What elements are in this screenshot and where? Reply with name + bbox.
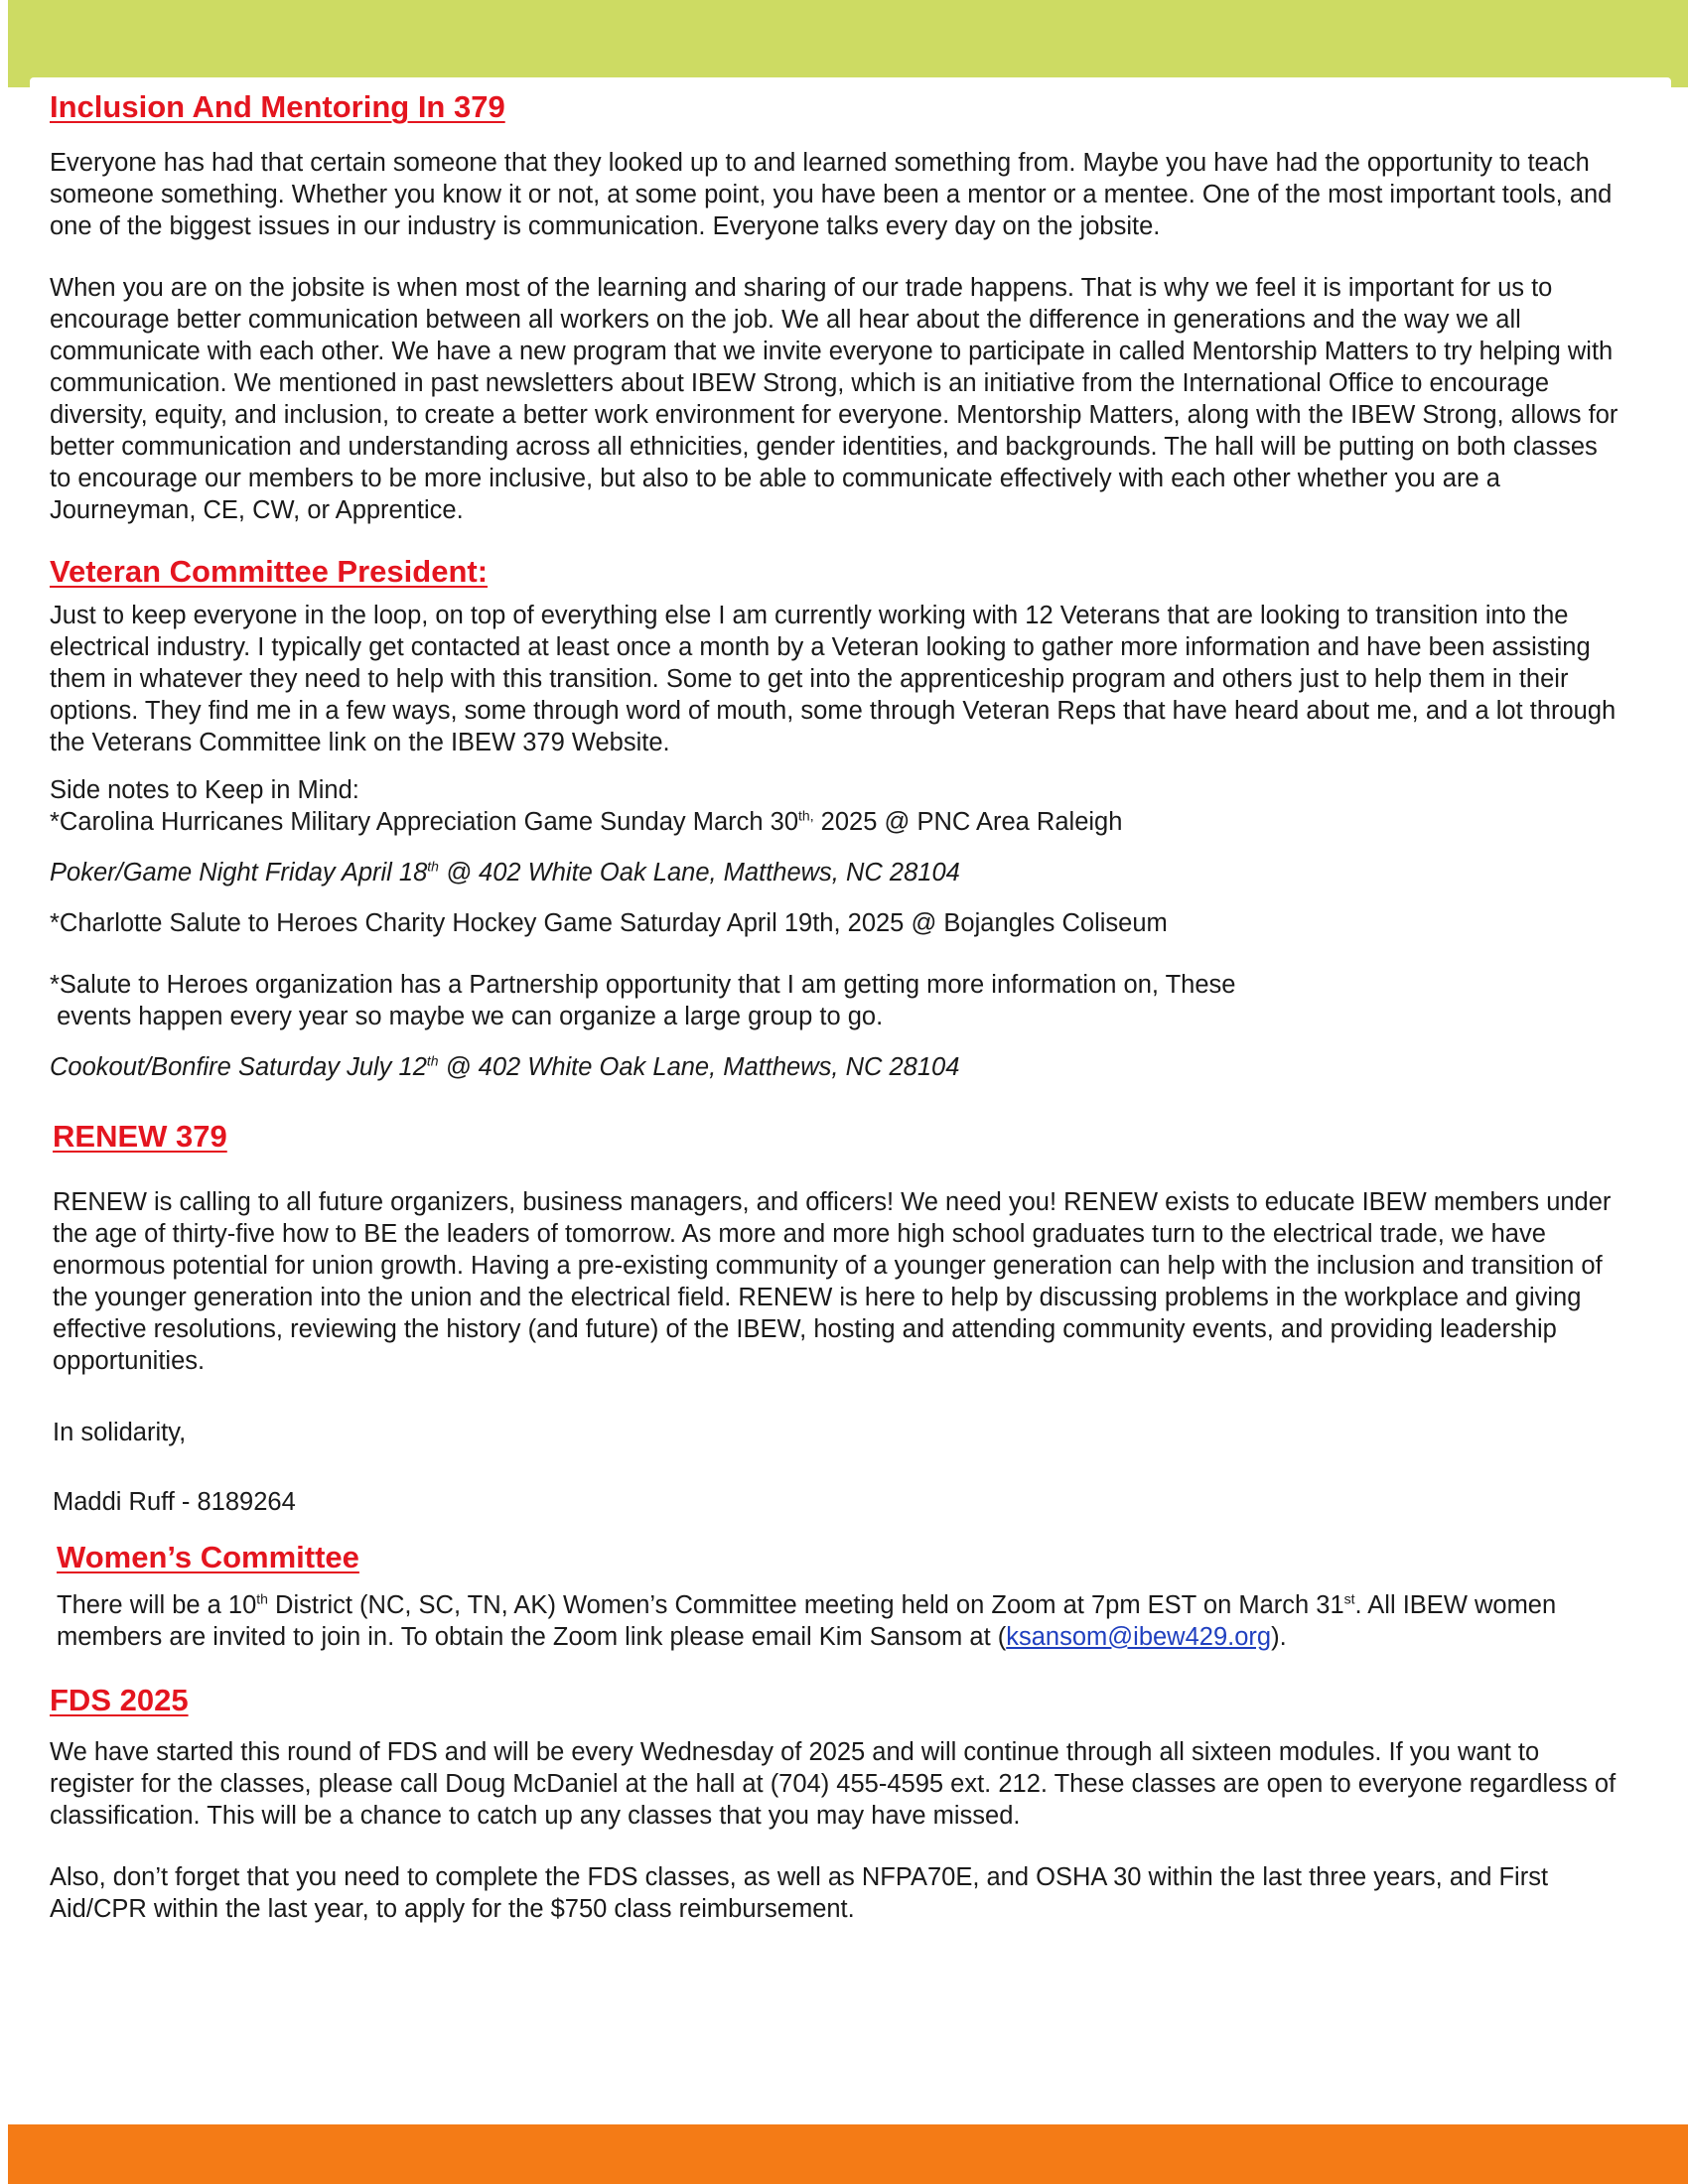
event-poker-night: Poker/Game Night Friday April 18th @ 402 White Oak Lane, Matthews, NC 28104 <box>50 858 960 887</box>
womens-committee-section <box>50 1534 1624 1653</box>
inclusion-section <box>50 83 1624 526</box>
event-hurricanes-game: *Carolina Hurricanes Military Appreciation Game Sunday March $30^{th,}$ 2025 @ PNC Area Raleigh <box>50 807 1123 836</box>
fds-paragraph-1: We have started this round of FDS and will be every Wednesday of 2025 and will continue through all sixteen modules. If you want to register for the classes, please call Doug McDaniel at the hall at (704) 455-4595 ext. 212. These classes are open to everyone regardless of classification. This will be a chance to catch up any classes that you may have missed. <box>50 1738 1617 1830</box>
signature: Maddi Ruff - 8189264 <box>53 1488 296 1516</box>
fds-heading: FDS 2025 <box>50 1683 189 1717</box>
event-hockey-game: *Charlotte Salute to Heroes Charity Hockey Game Saturday April 19th, 2025 @ Bojangles Coliseum <box>50 909 1168 937</box>
inclusion-paragraph-1: Everyone has had that certain someone that they looked up to and learned something from. Maybe you have had the opportunity to teach someone something. Whether you know it or not, at some point, you have been a mentor or a mentee. One of the most important tools, and one of the biggest issues in our industry is communication. Everyone talks every day on the jobsite. <box>50 149 1613 240</box>
renew-paragraph: RENEW is calling to all future organizers, business managers, and officers! We need you! RENEW exists to educate IBEW members under the age of thirty-five how to BE the leaders of tomorrow. As more and more high school graduates turn to the electrical trade, we have enormous potential for union growth. Having a pre-existing community of a younger generation can help with the inclusion and transition of the younger generation into the union and the electrical field. RENEW is here to help by discussing problems in the workplace and giving effective resolutions, reviewing the history (and future) of the IBEW, hosting and attending community events, and providing leadership opportunities. <box>53 1188 1612 1375</box>
fds-paragraph-2: Also, don’t forget that you need to complete the FDS classes, as well as NFPA70E, and OSHA 30 within the last three years, and First Aid/CPR within the last year, to apply for the $750 class reimbursement. <box>50 1863 1549 1923</box>
inclusion-heading: Inclusion And Mentoring In 379 <box>50 89 505 124</box>
newsletter-page <box>50 83 1624 1925</box>
closing-salutation: In solidarity, <box>53 1419 187 1446</box>
top-color-band <box>8 0 1688 87</box>
event-salute-partnership: *Salute to Heroes organization has a Partnership opportunity that I am getting more information on, These events happen every year so maybe we can organize a large group to go. <box>50 971 1236 1030</box>
event-cookout-bonfire: Cookout/Bonfire Saturday July 12th @ 402 White Oak Lane, Matthews, NC 28104 <box>50 1052 960 1081</box>
womens-committee-paragraph: There will be a 10th District (NC, SC, TN, AK) Women’s Committee meeting held on Zoom at 7pm EST on March 31st. All IBEW women members are invited to join in. To obtain the Zoom link please email Kim Sansom at (ksansom@ibew429.org). <box>57 1590 1557 1651</box>
renew-section <box>50 1113 1624 1518</box>
bottom-color-band <box>8 2124 1688 2184</box>
fds-section <box>50 1677 1624 1925</box>
womens-committee-heading: Women’s Committee <box>57 1540 359 1574</box>
side-notes-label: Side notes to Keep in Mind: <box>50 776 359 804</box>
renew-heading: RENEW 379 <box>53 1119 227 1154</box>
veteran-paragraph: Just to keep everyone in the loop, on top of everything else I am currently working with 12 Veterans that are looking to transition into the electrical industry. I typically get contacted at least once a month by a Veteran looking to gather more information and have been assisting them in whatever they need to help with this transition. Some to get into the apprenticeship program and others just to help them in their options. They find me in a few ways, some through word of mouth, some through Veteran Reps that have heard about me, and a lot through the Veterans Committee link on the IBEW 379 Website. <box>50 602 1617 756</box>
inclusion-paragraph-2: When you are on the jobsite is when most of the learning and sharing of our trade happens. That is why we feel it is important for us to encourage better communication between all workers on the job. We all hear about the difference in generations and the way we all communicate with each other. We have a new program that we invite everyone to participate in called Mentorship Matters to try helping with communication. We mentioned in past newsletters about IBEW Strong, which is an initiative from the International Office to encourage diversity, equity, and inclusion, to create a better work environment for everyone. Mentorship Matters, along with the IBEW Strong, allows for better communication and understanding across all ethnicities, gender identities, and backgrounds. The hall will be putting on both classes to encourage our members to be more inclusive, but also to be able to communicate effectively with each other whether you are a Journeyman, CE, CW, or Apprentice. <box>50 274 1618 524</box>
veteran-section <box>50 548 1624 1083</box>
email-link[interactable]: ksansom@ibew429.org <box>1006 1623 1272 1651</box>
veteran-heading: Veteran Committee President: <box>50 554 489 589</box>
